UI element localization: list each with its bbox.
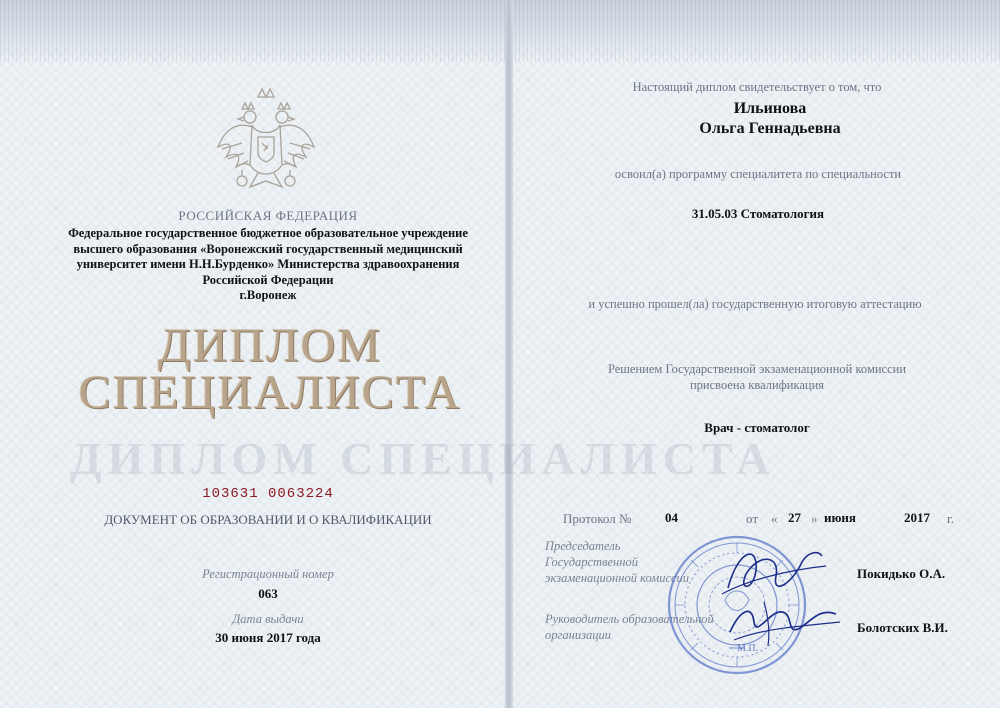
watermark-pattern: ДИПЛОМ СПЕЦИАЛИСТА <box>70 433 776 484</box>
head-signature <box>724 592 844 652</box>
chair-title-line-1: Председатель <box>545 539 621 553</box>
protocol-year: 2017 <box>904 510 930 525</box>
institution-line-4: Российской Федерации <box>202 273 334 287</box>
chair-name: Покидько О.А. <box>857 566 946 581</box>
date-quote-open: « <box>771 511 778 526</box>
protocol-day: 27 <box>788 510 801 525</box>
head-name: Болотских В.И. <box>857 620 948 635</box>
registration-number: 063 <box>258 586 278 601</box>
year-suffix: г. <box>947 511 955 526</box>
intro-text: Настоящий диплом свидетельствует о том, что <box>632 80 882 94</box>
chair-title-line-3: экзаменационной комиссии <box>545 571 690 585</box>
decorative-band <box>511 0 1000 62</box>
graduate-surname: Ильинова <box>733 100 807 117</box>
registration-label: Регистрационный номер <box>202 567 334 581</box>
program-text: освоил(а) программу специалитета по специальности <box>614 167 902 181</box>
issue-date: 30 июня 2017 года <box>215 630 321 645</box>
specialty: 31.05.03 Стоматология <box>691 206 825 221</box>
coat-of-arms-emblem <box>212 85 320 205</box>
institution-line-1: Федеральное государственное бюджетное образовательное учреждение <box>68 226 468 240</box>
decorative-band <box>0 0 508 62</box>
diploma-title: ДИПЛОМ <box>158 319 382 372</box>
date-quote-close: » <box>811 511 818 526</box>
chair-signature <box>718 540 828 600</box>
head-title-line-1: Руководитель образовательной <box>545 612 714 626</box>
qualification: Врач - стоматолог <box>704 420 810 435</box>
document-type: ДОКУМЕНТ ОБ ОБРАЗОВАНИИ И О КВАЛИФИКАЦИИ <box>104 512 432 527</box>
protocol-number: 04 <box>665 510 678 525</box>
institution-line-2: высшего образования «Воронежский государственный медицинский <box>73 242 463 256</box>
graduate-name: Ольга Геннадьевна <box>699 120 841 137</box>
attestation-text: и успешно прошел(ла) государственную итоговую аттестацию <box>588 297 922 311</box>
decision-line-2: присвоена квалификация <box>689 378 825 392</box>
issue-date-label: Дата выдачи <box>232 612 304 626</box>
protocol-month: июня <box>824 510 856 525</box>
head-title-line-2: организации <box>545 628 611 642</box>
country-name: РОССИЙСКАЯ ФЕДЕРАЦИЯ <box>178 208 358 223</box>
institution-city: г.Воронеж <box>239 288 297 302</box>
protocol-label: Протокол № <box>563 511 632 526</box>
decision-line-1: Решением Государственной экзаменационной комиссии <box>607 362 907 376</box>
diploma-subtitle: СПЕЦИАЛИСТА <box>78 366 462 419</box>
serial-number: 103631 0063224 <box>202 486 334 502</box>
chair-title-line-2: Государственной <box>545 555 638 569</box>
date-from-label: от <box>746 511 759 526</box>
page-fold <box>505 0 513 708</box>
institution-line-3: университет имени Н.Н.Бурденко» Министерства здравоохранения <box>76 257 460 271</box>
stamp-mark: М.П. <box>737 643 759 654</box>
